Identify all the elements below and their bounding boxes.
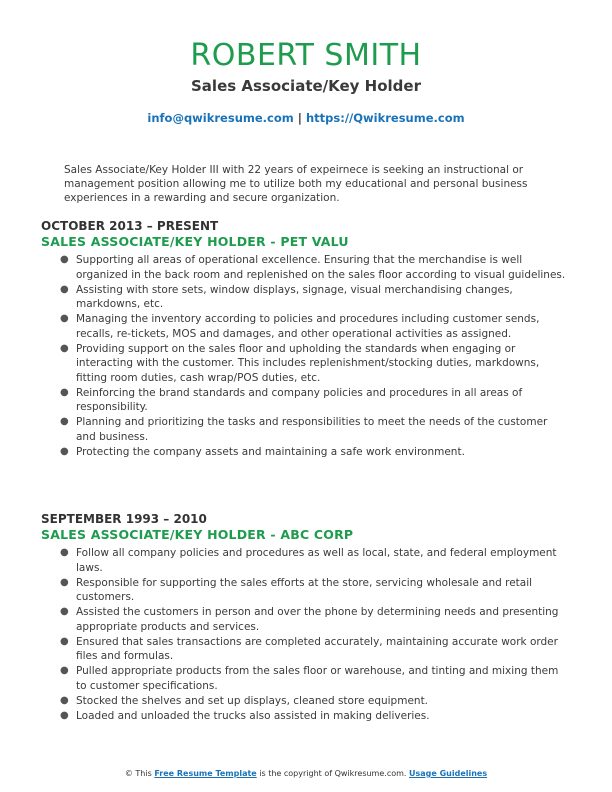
duty-item (60, 445, 571, 460)
duty-item (60, 253, 571, 282)
duty-text: Ensured that sales transactions are completed accurately, maintaining accurate work order files and formulas. (76, 635, 558, 662)
bullet-icon: ● (60, 283, 69, 295)
duty-text: Assisted the customers in person and over the phone by determining needs and presenting appropriate products and services. (76, 606, 559, 633)
duty-item (60, 283, 571, 312)
bullet-icon: ● (60, 313, 69, 324)
duty-text: Follow all company policies and procedures as well as local, state, and federal employment laws. (76, 547, 557, 574)
duty-text: Planning and prioritizing the tasks and responsibilities to meet the needs of the customer and business. (76, 416, 548, 443)
duty-text: Protecting the company assets and maintaining a safe work environment. (76, 445, 465, 458)
duty-text: Providing support on the sales floor and upholding the standards when engaging or interacting with the customer. This includes replenishment/stocking duties, markdowns, fitting room duties, cash wrap/POS duties, etc. (76, 342, 540, 384)
bullet-icon: ● (60, 254, 69, 265)
duty-list (41, 546, 571, 723)
job-entry-1 (41, 219, 571, 460)
duty-text: Managing the inventory according to policies and procedures including customer sends, recalls, re-tickets, MOS and damages, and other operational activities as assigned. (76, 313, 540, 340)
bullet-icon: ● (60, 576, 69, 588)
duty-text: Assisting with store sets, window displays, signage, visual merchandising changes, markdowns, etc. (76, 283, 513, 310)
contact-separator: | (297, 111, 302, 125)
duty-item (60, 605, 571, 634)
duty-list (41, 253, 571, 459)
website-link[interactable]: https://Qwikresume.com (305, 111, 465, 125)
summary-paragraph: Sales Associate/Key Holder III with 22 years of expeirnece is seeking an instructional or management position allowing me to utilize both my educational and personal business experiences in a rewarding and secure organization. (64, 164, 528, 204)
candidate-name: ROBERT SMITH (190, 38, 422, 73)
duty-item (60, 576, 571, 605)
duty-item (60, 694, 571, 709)
job-entry-2 (41, 512, 571, 724)
footer-text-middle: is the copyright of Qwikresume.com. (259, 769, 407, 778)
usage-guidelines-link[interactable]: Usage Guidelines (409, 769, 488, 778)
job-role: SALES ASSOCIATE/KEY HOLDER - ABC CORP (41, 527, 354, 542)
duty-text: Pulled appropriate products from the sales floor or warehouse, and tinting and mixing them to customer specifications. (76, 665, 559, 692)
bullet-icon: ● (60, 342, 69, 354)
duty-text: Reinforcing the brand standards and company policies and procedures in all areas of responsibility. (76, 386, 523, 413)
duty-text: Supporting all areas of operational excellence. Ensuring that the merchandise is well organized in the back room and replenished on the sales floor according to visual guidelines. (76, 254, 566, 281)
bullet-icon: ● (60, 665, 69, 676)
bullet-icon: ● (60, 386, 69, 398)
job-dates: OCTOBER 2013 – PRESENT (41, 219, 219, 233)
bullet-icon: ● (60, 416, 69, 427)
free-resume-template-link[interactable]: Free Resume Template (154, 769, 257, 778)
footer-text-before: This (135, 769, 152, 778)
duty-item (60, 709, 571, 724)
bullet-icon: ● (60, 606, 69, 617)
duty-text: Responsible for supporting the sales efforts at the store, servicing wholesale and retail customers. (76, 576, 533, 603)
duty-item (60, 635, 571, 664)
bullet-icon: ● (60, 635, 69, 647)
bullet-icon: ● (60, 709, 69, 721)
candidate-title: Sales Associate/Key Holder (191, 77, 421, 95)
duty-item (60, 312, 571, 341)
bullet-icon: ● (60, 445, 69, 457)
footer (0, 768, 612, 780)
copyright-icon: © (124, 769, 133, 778)
duty-item (60, 664, 571, 693)
duty-item (60, 386, 571, 415)
duty-item (60, 415, 571, 444)
duty-text: Stocked the shelves and set up displays, cleaned store equipment. (76, 694, 429, 707)
duty-item (60, 342, 571, 386)
bullet-icon: ● (60, 547, 69, 558)
bullet-icon: ● (60, 694, 69, 706)
job-role: SALES ASSOCIATE/KEY HOLDER - PET VALU (41, 234, 349, 249)
contact-line (0, 110, 612, 126)
email-link[interactable]: info@qwikresume.com (147, 111, 294, 125)
duty-item (60, 546, 571, 575)
job-dates: SEPTEMBER 1993 – 2010 (41, 512, 207, 526)
duty-text: Loaded and unloaded the trucks also assisted in making deliveries. (76, 709, 430, 722)
